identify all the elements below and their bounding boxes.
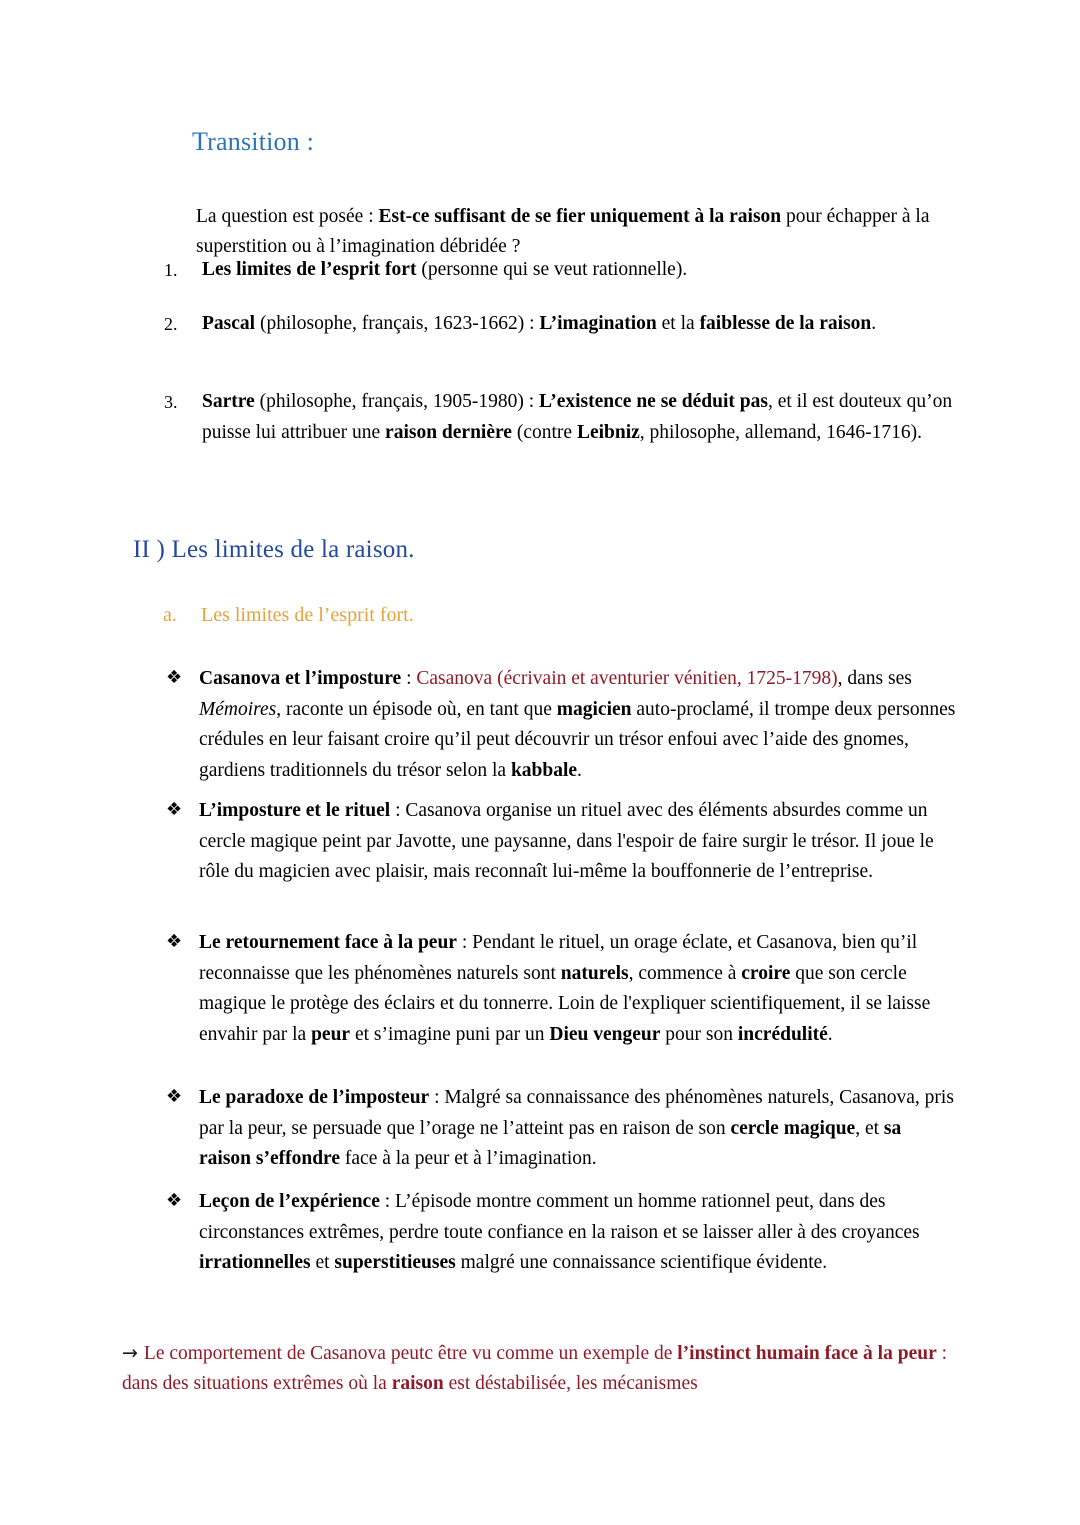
bullet-text	[199, 796, 956, 888]
bullet-bold: superstitieuses	[334, 1252, 456, 1273]
list-item-mid: et la	[656, 313, 700, 334]
bullet-run: , dans ses	[837, 668, 912, 689]
diamond-bullet-icon: ❖	[166, 1086, 183, 1107]
list-item-bold: L’existence ne se déduit pas	[539, 391, 768, 412]
bullet-bold: naturels	[560, 962, 629, 984]
bullet-bold: irrationnelles	[199, 1252, 311, 1273]
bullet-bold: peur	[311, 1023, 351, 1045]
list-item-mid: (contre	[511, 421, 577, 443]
list-item-bold: faiblesse de la raison	[699, 313, 872, 334]
bullet-italic-title: Mémoires	[199, 698, 277, 720]
bullet-separator: :	[379, 1191, 396, 1212]
bullet-separator: :	[401, 668, 417, 689]
list-item-mid: (philosophe, français, 1905-1980) :	[254, 391, 540, 412]
diamond-bullet-icon: ❖	[166, 799, 183, 820]
intro-bold-question: Est-ce suffisant de se fier uniquement à la raison	[378, 205, 782, 227]
bullet-run: pour son	[660, 1023, 738, 1045]
list-item-tail: , philosophe, allemand, 1646-1716).	[639, 421, 922, 443]
bullet-separator: :	[390, 800, 406, 821]
list-item-bold: Pascal	[202, 313, 256, 334]
bullet-run: que son cercle magique le protège des éclairs et du tonnerre. Loin de l'expliquer scientifiquement, il se laisse envahir par la	[199, 962, 931, 1045]
bullet-tail: .	[827, 1023, 833, 1045]
right-arrow-icon: →	[122, 1341, 138, 1364]
bullet-run: , et	[855, 1117, 884, 1139]
bullet-run: Pendant le rituel, un orage éclate, et Casanova, bien qu’il reconnaisse que les phénomènes naturels sont	[199, 932, 918, 984]
bullet-tail: malgré une connaissance scientifique évidente.	[455, 1252, 828, 1273]
list-item-tail: .	[871, 313, 877, 334]
list-item-bold: Leibniz	[576, 421, 640, 443]
bullet-item	[166, 1187, 956, 1279]
bullet-text	[199, 1083, 956, 1175]
bullet-title: Le paradoxe de l’imposteur	[199, 1087, 430, 1108]
bullet-red-run: Casanova (écrivain et aventurier vénitien, 1725-1798)	[416, 668, 838, 689]
bullet-body: Casanova organise un rituel avec des éléments absurdes comme un cercle magique peint par Javotte, une paysanne, dans l'espoir de faire surgir le trésor. Il joue le rôle du magicien avec plaisir, mais reconnaît lui-même la bouffonnerie de l’entreprise.	[199, 800, 934, 882]
bullet-bold: incrédulité	[737, 1023, 828, 1045]
list-item-text	[202, 309, 954, 340]
bullet-run: , raconte un épisode où, en tant que	[276, 698, 557, 720]
heading-transition: Transition :	[192, 127, 315, 156]
list-item-bold: raison dernière	[385, 421, 512, 443]
bullet-item	[166, 1083, 956, 1175]
list-item-number: 2.	[164, 314, 178, 334]
list-item-mid: (philosophe, français, 1623-1662) :	[255, 313, 540, 334]
bullet-bold: magicien	[556, 698, 632, 720]
list-item-text	[202, 255, 954, 286]
heading-section-2: II ) Les limites de la raison.	[133, 536, 415, 563]
bullet-bold: sa raison s’effondre	[199, 1117, 902, 1169]
subheading-marker: a.	[163, 604, 177, 626]
bullet-tail: .	[577, 759, 582, 781]
subheading-label: Les limites de l’esprit fort.	[201, 604, 414, 626]
intro-paragraph	[196, 202, 958, 263]
list-item-bold: Sartre	[202, 391, 255, 412]
bullet-title: Le retournement face à la peur	[199, 932, 457, 953]
conclusion-lead: Le comportement de Casanova peutc être vu comme un exemple de	[143, 1342, 678, 1364]
bullet-separator: :	[429, 1087, 445, 1108]
bullet-separator: :	[456, 932, 473, 953]
subheading-a	[163, 602, 414, 628]
conclusion-tail: est déstabilisée, les mécanismes	[443, 1373, 698, 1394]
bullet-run: L’épisode montre comment un homme rationnel peut, dans des circonstances extrêmes, perdre toute confiance en la raison et se laisser aller à des croyances	[199, 1191, 920, 1243]
list-item-tail: (personne qui se veut rationnelle).	[416, 259, 688, 280]
list-item	[164, 255, 954, 286]
bullet-title: Leçon de l’expérience	[199, 1191, 380, 1212]
list-item	[164, 387, 954, 448]
conclusion-bold: l’instinct humain face à la peur	[677, 1342, 937, 1364]
bullet-title: L’imposture et le rituel	[199, 800, 391, 821]
diamond-bullet-icon: ❖	[166, 931, 183, 952]
bullet-title: Casanova et l’imposture	[199, 668, 402, 689]
bullet-item	[166, 928, 956, 1050]
conclusion-mid: : dans des situations extrêmes où la	[122, 1342, 948, 1394]
bullet-bold: croire	[741, 962, 791, 984]
conclusion-paragraph	[122, 1338, 958, 1400]
list-item-mid: , et il est douteux qu’on puisse lui attribuer une	[202, 391, 953, 443]
list-item-number: 1.	[164, 260, 178, 280]
diamond-bullet-icon: ❖	[166, 667, 183, 688]
bullet-bold: kabbale	[510, 759, 578, 781]
bullet-bold: Dieu vengeur	[549, 1023, 661, 1045]
list-item	[164, 309, 954, 340]
list-item-text	[202, 387, 954, 448]
intro-lead: La question est posée :	[196, 205, 379, 227]
diamond-bullet-icon: ❖	[166, 1190, 183, 1211]
conclusion-bold: raison	[391, 1373, 444, 1394]
bullet-item	[166, 796, 956, 888]
bullet-run: , commence à	[628, 962, 742, 984]
bullet-run: et s’imagine puni par un	[350, 1023, 550, 1045]
bullet-run: et	[310, 1252, 335, 1273]
intro-tail: pour échapper à la superstition ou à l’imagination débridée ?	[196, 205, 930, 257]
bullet-tail: face à la peur et à l’imagination.	[340, 1148, 597, 1169]
bullet-text	[199, 928, 956, 1050]
bullet-item	[166, 664, 956, 786]
list-item-bold: L’imagination	[539, 313, 657, 334]
list-item-number: 3.	[164, 392, 178, 412]
bullet-bold: cercle magique	[730, 1117, 856, 1139]
list-item-bold: Les limites de l’esprit fort	[202, 259, 417, 280]
bullet-text	[199, 1187, 956, 1279]
bullet-run: Malgré sa connaissance des phénomènes naturels, Casanova, pris par la peur, se persuade que l’orage ne l’atteint pas en raison de son	[199, 1087, 954, 1139]
bullet-run: auto-proclamé, il trompe deux personnes crédules en leur faisant croire qu’il peut découvrir un trésor enfoui avec l’aide des gnomes, gardiens traditionnels du trésor selon la	[199, 698, 956, 781]
bullet-text	[199, 664, 956, 786]
